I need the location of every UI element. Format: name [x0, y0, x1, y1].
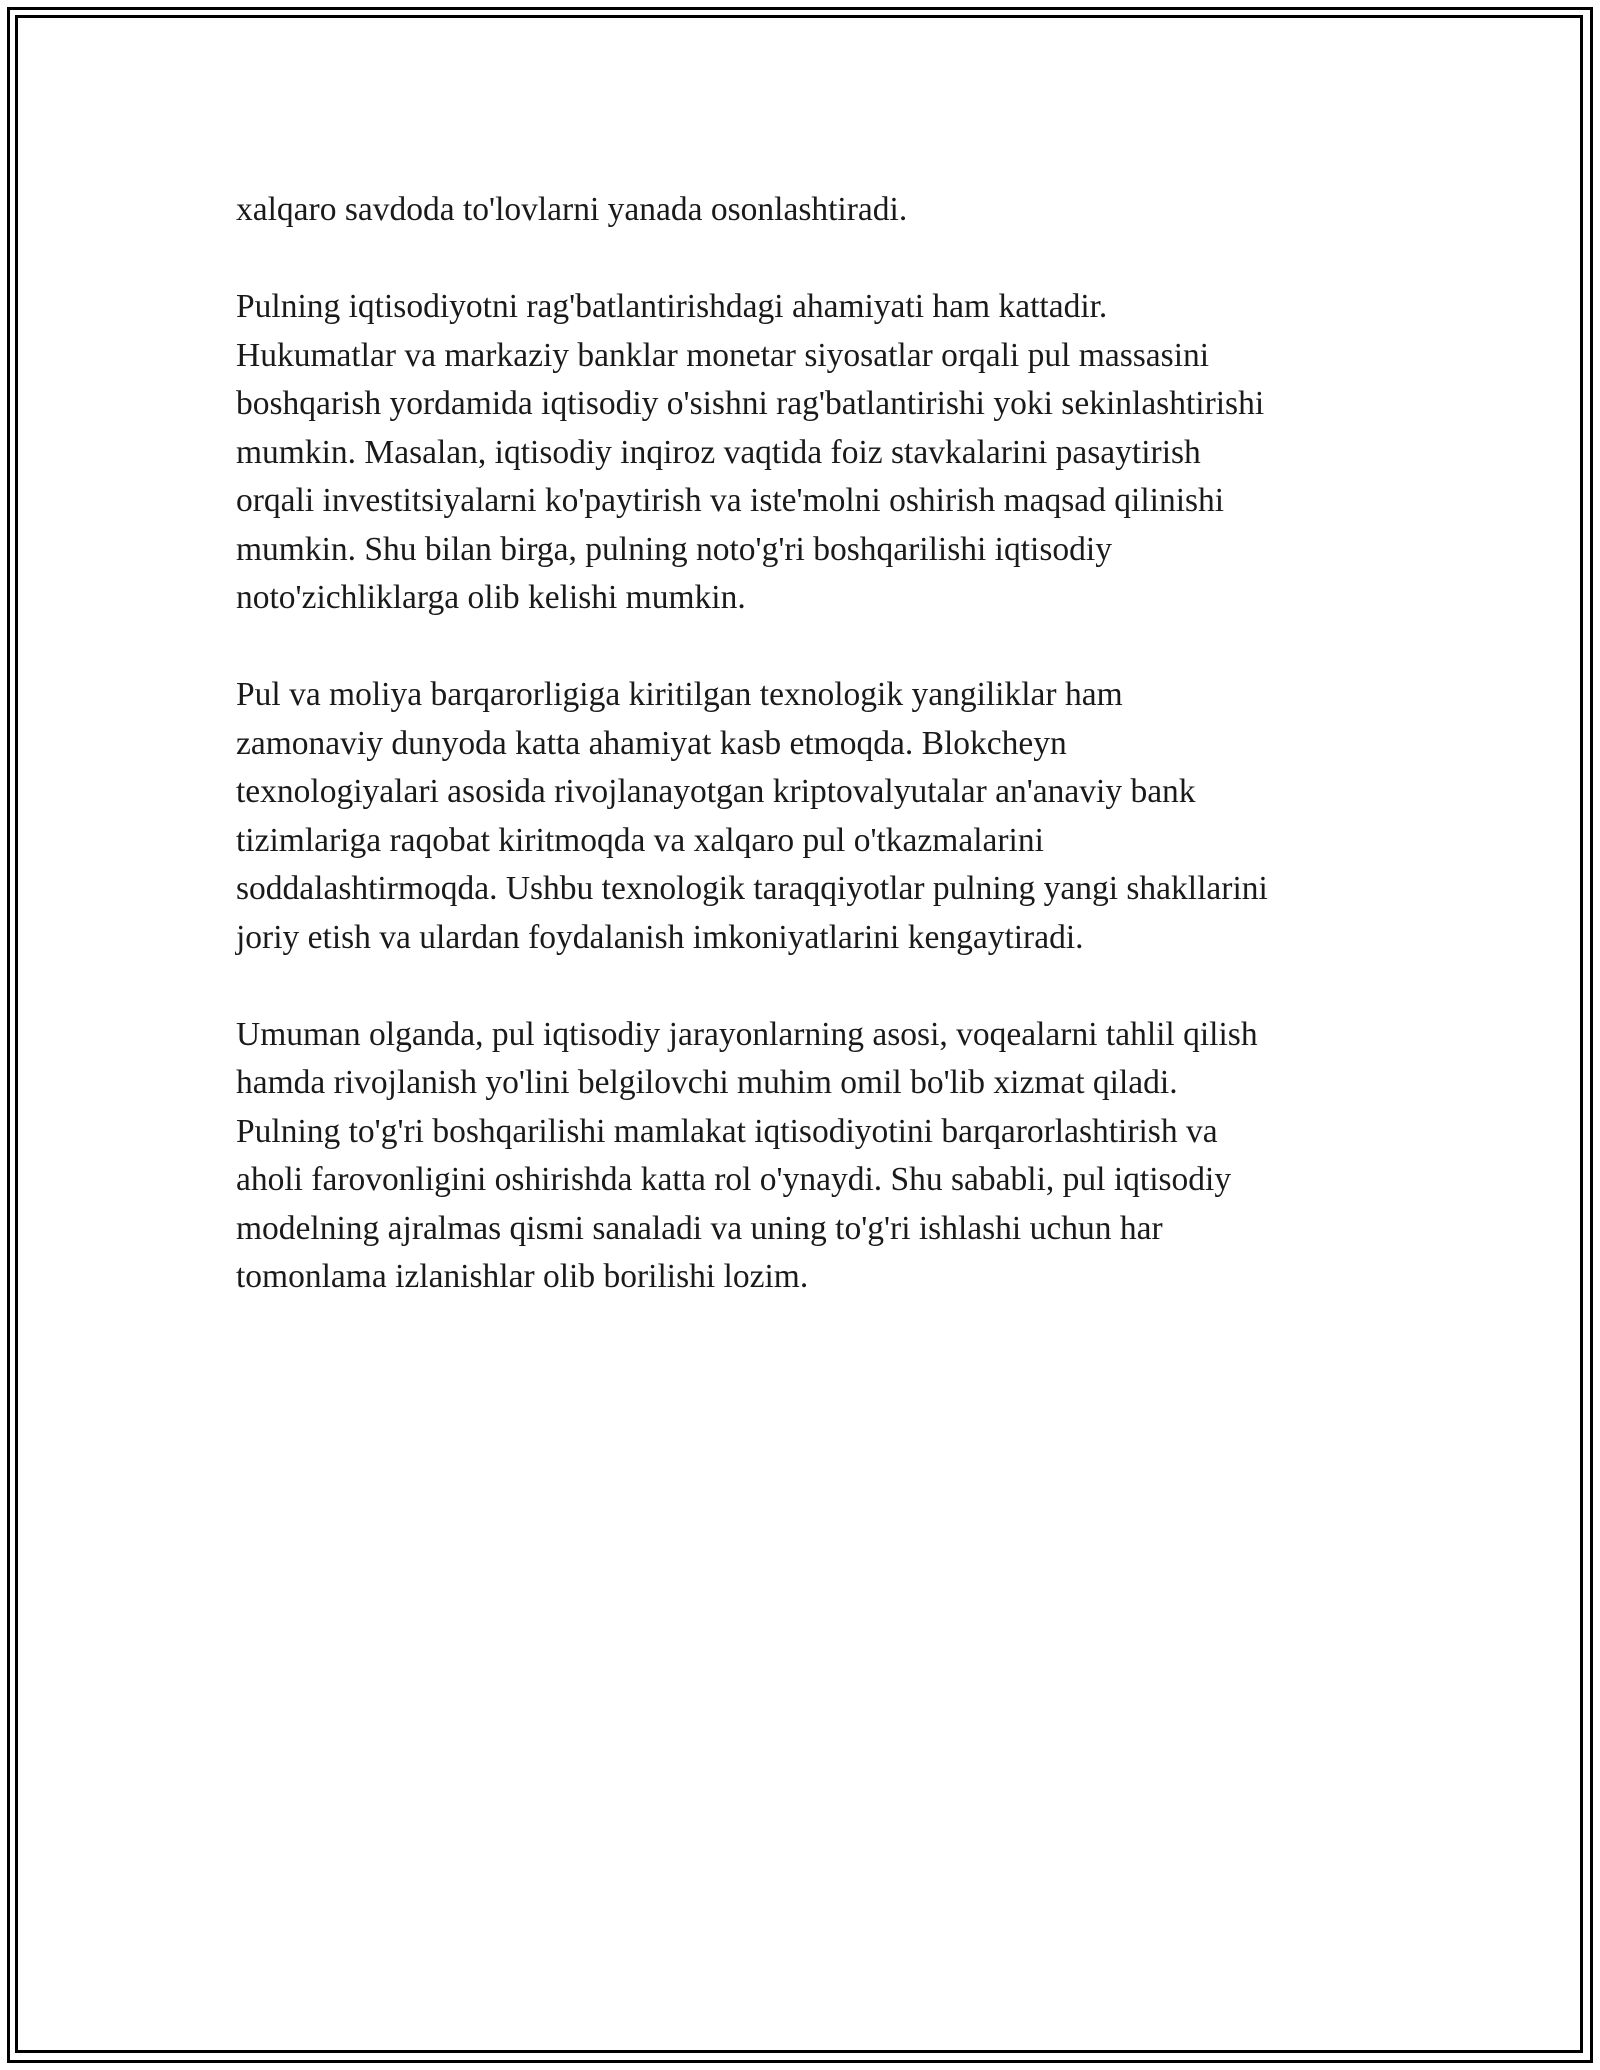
- paragraph-economic-stimulus: Pulning iqtisodiyotni rag'batlantirishdagi ahamiyati ham kattadir. Hukumatlar va markaziy banklar monetar siyosatlar orqali pul massasini boshqarish yordamida iqtisodiy o'sishni rag'batlantirishi yoki sekinlashtirishi mumkin. Masalan, iqtisodiy inqiroz vaqtida foiz stavkalarini pasaytirish orqali investitsiyalarni ko'paytirish va iste'molni oshirish maqsad qilinishi mumkin. Shu bilan birga, pulning noto'g'ri boshqarilishi iqtisodiy noto'zichliklarga olib kelishi mumkin.: [236, 288, 1265, 616]
- paragraph-conclusion: Umuman olganda, pul iqtisodiy jarayonlarning asosi, voqealarni tahlil qilish hamda rivojlanish yo'lini belgilovchi muhim omil bo'lib xizmat qiladi. Pulning to'g'ri boshqarilishi mamlakat iqtisodiyotini barqarorlashtirish va aholi farovonligini oshirishda katta rol o'ynaydi. Shu sababli, pul iqtisodiy modelning ajralmas qismi sanaladi va uning to'g'ri ishlashi uchun har tomonlama izlanishlar olib borilishi lozim.: [236, 1015, 1258, 1295]
- document-body: [236, 186, 1386, 1350]
- paragraph-technology: Pul va moliya barqarorligiga kiritilgan texnologik yangiliklar ham zamonaviy dunyoda katta ahamiyat kasb etmoqda. Blokcheyn texnologiyalari asosida rivojlanayotgan kriptovalyutalar an'anaviy bank tizimlariga raqobat kiritmoqda va xalqaro pul o'tkazmalarini soddalashtirmoqda. Ushbu texnologik taraqqiyotlar pulning yangi shakllarini joriy etish va ulardan foydalanish imkoniyatlarini kengaytiradi.: [236, 676, 1268, 956]
- paragraph-continuation: xalqaro savdoda to'lovlarni yanada osonlashtiradi.: [236, 191, 908, 228]
